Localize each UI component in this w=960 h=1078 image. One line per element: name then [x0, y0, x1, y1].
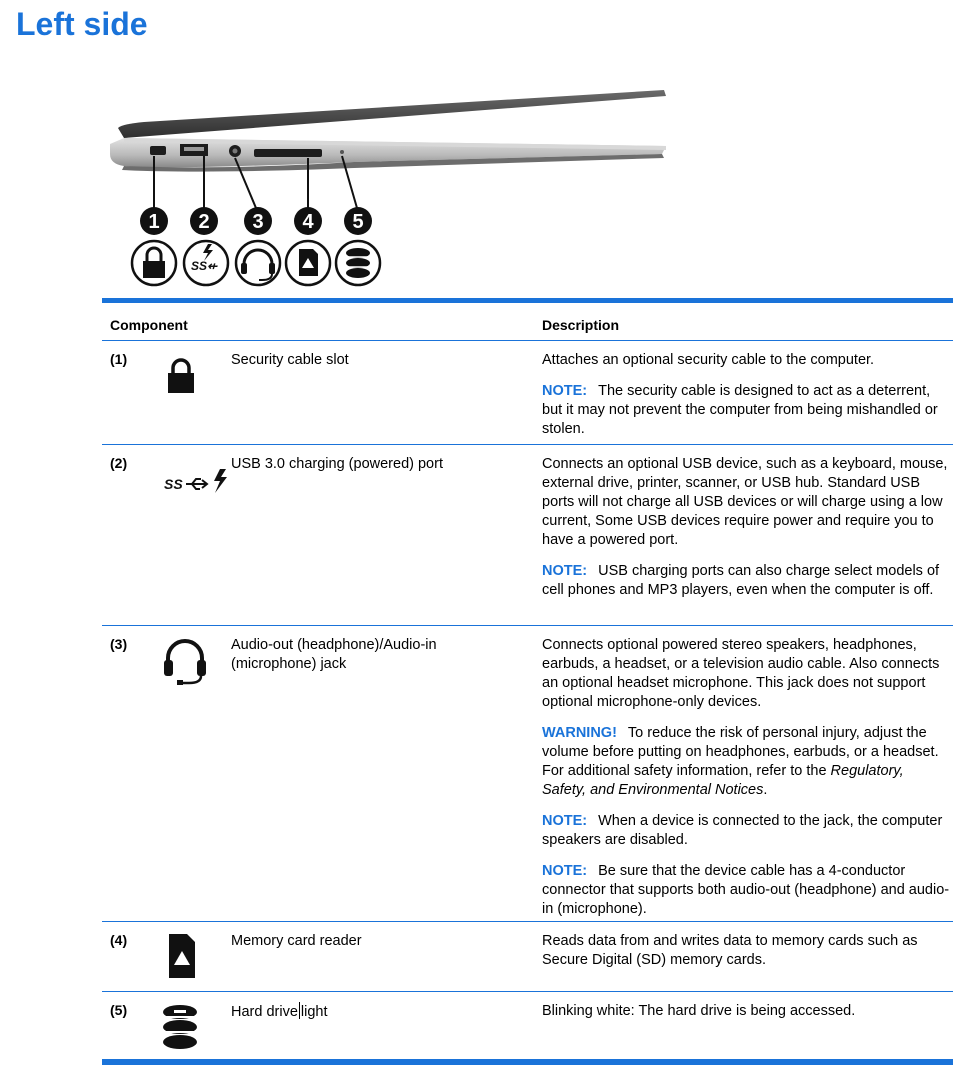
lock-icon: [132, 241, 176, 285]
hard-drive-icon: [160, 1002, 210, 1052]
row-number: (4): [110, 932, 128, 948]
callout-5-label: 5: [352, 211, 364, 233]
note-text: USB charging ports can also charge select models of cell phones and MP3 players, even when the computer is off.: [542, 563, 940, 598]
hard-drive-icon: [336, 241, 380, 285]
note-label: NOTE:: [542, 383, 588, 399]
note: [542, 562, 950, 600]
callout-3-label: 3: [252, 211, 264, 233]
port-card-reader: [254, 149, 322, 157]
table-header-row: [102, 303, 953, 341]
warning-label: WARNING!: [542, 725, 617, 741]
table-row: [102, 341, 953, 445]
page-title: Left side: [16, 6, 148, 42]
note-label: NOTE:: [542, 863, 588, 879]
headphone-icon: [236, 241, 280, 285]
note-label: NOTE:: [542, 563, 588, 579]
component-description: [542, 932, 950, 982]
component-description: [542, 455, 950, 612]
note-label: NOTE:: [542, 813, 588, 829]
warning-text: To reduce the risk of personal injury, adjust the volume before putting on headphones, earbuds, or a headset. For additional safety information, refer to the: [542, 725, 939, 779]
callout-1: [140, 207, 168, 235]
table-row: [102, 626, 953, 922]
component-description: [542, 351, 950, 451]
svg-text:SS: SS: [164, 476, 183, 492]
component-name: USB 3.0 charging (powered) port: [231, 456, 443, 472]
component-name: Memory card reader: [231, 933, 362, 949]
memory-card-icon: [286, 241, 330, 285]
callout-1-label: 1: [148, 211, 160, 233]
component-name: Audio-out (headphone)/Audio-in (microphone) jack: [231, 637, 437, 672]
component-name-part: Hard drive: [231, 1004, 298, 1020]
note: [542, 382, 950, 439]
callout-5: [344, 207, 372, 235]
table-row: [102, 992, 953, 1060]
header-description: Description: [542, 317, 620, 333]
warning-reference: Regulatory, Safety, and Environmental Notices: [542, 763, 904, 798]
text-cursor: [299, 1002, 300, 1019]
hard-drive-light-led: [340, 150, 344, 154]
component-name-part: light: [300, 1004, 328, 1020]
description-text: Blinking white: The hard drive is being accessed.: [542, 1003, 856, 1019]
component-name: [231, 1002, 481, 1022]
header-component: Component: [110, 317, 188, 333]
svg-text:SS⇷: SS⇷: [190, 259, 218, 273]
callout-2-label: 2: [198, 211, 210, 233]
description-text: Connects optional powered stereo speakers, headphones, earbuds, a headset, or a television audio cable. Also connects an optional headset microphone. This jack does not support optional microphone-only devices.: [542, 637, 940, 710]
table-bottom-rule: [102, 1060, 953, 1065]
row-number: (5): [110, 1002, 128, 1018]
table-row: [102, 445, 953, 626]
laptop-lid: [118, 90, 666, 138]
warning: [542, 724, 950, 800]
note-text: The security cable is designed to act as a deterrent, but it may not prevent the computer from being mishandled or stolen.: [542, 383, 938, 437]
description-text: Connects an optional USB device, such as a keyboard, mouse, external drive, printer, scanner, or USB hub. Standard USB ports will not charge all USB devices or will charge using a low current, Some USB devices require power and require you to have a powered port.: [542, 456, 948, 548]
description-text: Attaches an optional security cable to the computer.: [542, 352, 875, 368]
usb-charging-icon: [162, 463, 234, 499]
row-number: (2): [110, 455, 128, 471]
callout-4: [294, 207, 322, 235]
table-row: [102, 922, 953, 992]
description-text: Reads data from and writes data to memory cards such as Secure Digital (SD) memory cards.: [542, 933, 918, 968]
component-name: Security cable slot: [231, 352, 349, 368]
note-text: When a device is connected to the jack, the computer speakers are disabled.: [542, 813, 943, 848]
callout-2: [190, 207, 218, 235]
laptop-left-side-illustration: [104, 80, 684, 295]
note: [542, 812, 950, 850]
lock-icon: [160, 351, 210, 401]
row-number: (1): [110, 351, 128, 367]
row-number: (3): [110, 636, 128, 652]
usb-charging-icon: [184, 241, 228, 285]
component-table: [102, 298, 953, 1065]
warning-end: .: [763, 782, 768, 798]
memory-card-icon: [160, 932, 210, 982]
note-text: Be sure that the device cable has a 4-conductor connector that supports both audio-out (headphone) and audio-in (microphone).: [542, 863, 950, 917]
note: [542, 862, 950, 919]
callout-3: [244, 207, 272, 235]
port-security-slot: [150, 146, 166, 155]
callout-4-label: 4: [302, 211, 314, 233]
component-description: [542, 1002, 950, 1033]
component-description: [542, 636, 950, 931]
headphone-icon: [160, 636, 210, 686]
